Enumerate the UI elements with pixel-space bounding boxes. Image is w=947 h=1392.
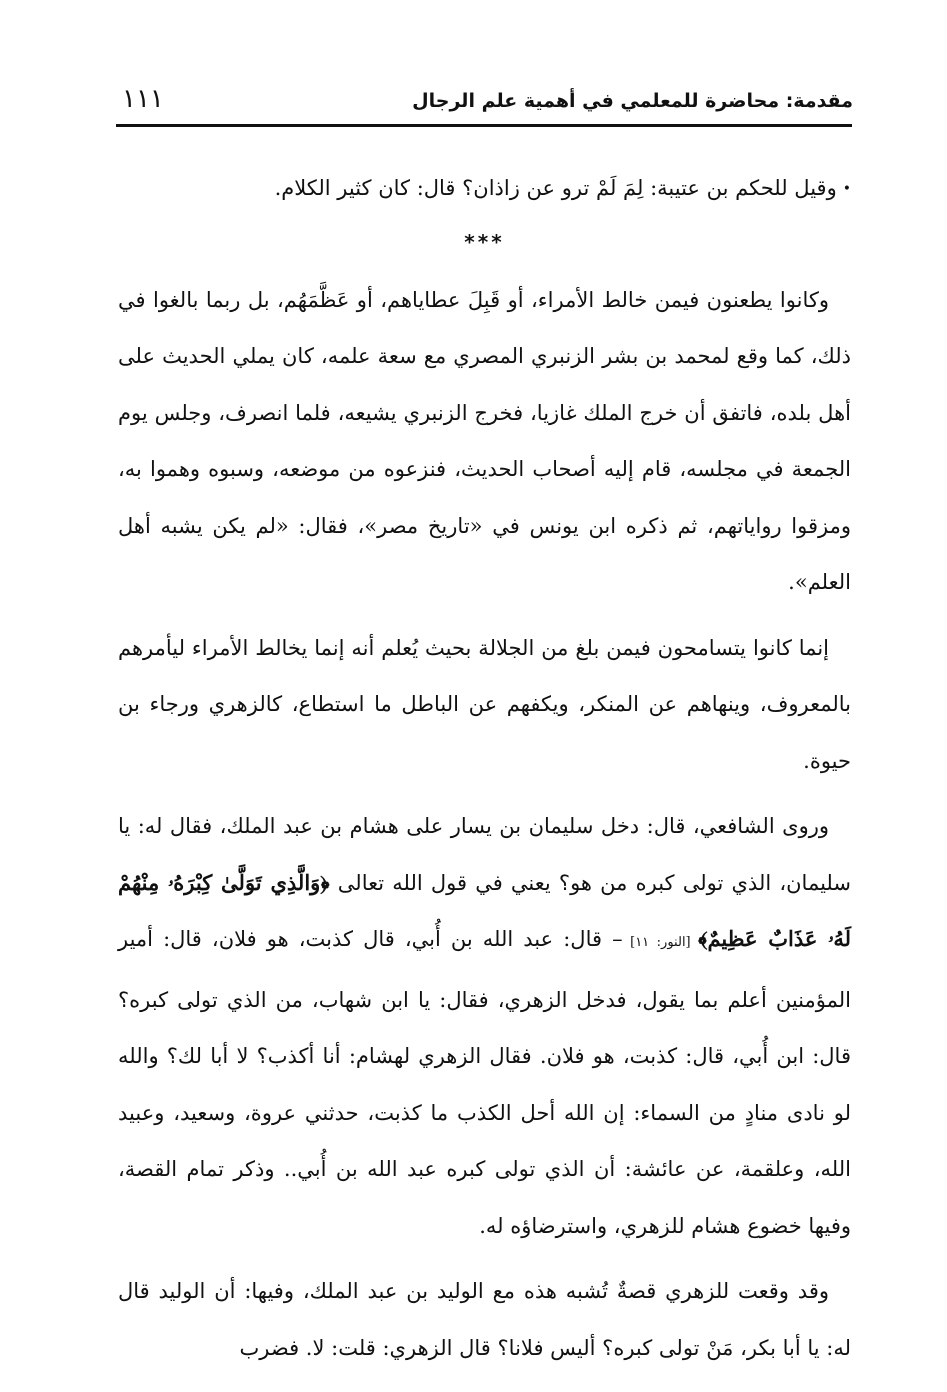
running-title: مقدمة: محاضرة للمعلمي في أهمية علم الرجال: [412, 90, 853, 112]
section-separator: ***: [464, 229, 505, 254]
bullet-paragraph: [118, 160, 851, 218]
paragraph-3-part-1: وروى الشافعي، قال: دخل سليمان بن يسار على هشام بن عبد الملك، فقال له: يا سليمان، الذي تولى كبره من هو؟ يعني في قول الله تعالى: [118, 814, 851, 895]
header-rule: [116, 124, 852, 127]
paragraph-2: إنما كانوا يتسامحون فيمن بلغ من الجلالة بحيث يُعلم أنه إنما يخالط الأمراء ليأمرهم بالمعروف، وينهاهم عن المنكر، ويكفهم عن الباطل ما استطاع، كالزهري ورجاء بن حيوة.: [118, 635, 851, 773]
paragraph-1: وكانوا يطعنون فيمن خالط الأمراء، أو قَبِلَ عطاياهم، أو عَظَّمَهُم، بل ربما بالغوا في ذلك، كما وقع لمحمد بن بشر الزنبري المصري مع سعة علمه، كان يملي الحديث على أهل بلده، فاتفق أن خرج الملك غازيا، فخرج الزنبري يشيعه، فلما انصرف، وجلس يوم الجمعة في مجلسه، قام إليه أصحاب الحديث، فنزعوه من موضعه، وسبوه وهموا به، ومزقوا رواياتهم، ثم ذكره ابن يونس في «تاريخ مصر»، فقال: «لم يكن يشبه أهل العلم».: [118, 287, 851, 595]
paragraph-4: وقد وقعت للزهري قصةٌ تُشبه هذه مع الوليد بن عبد الملك، وفيها: أن الوليد قال له: يا أبا بكر، مَنْ تولى كبره؟ أليس فلانا؟ قال الزهري: قلت: لا. فضرب: [118, 1279, 851, 1360]
bullet-icon: •: [842, 181, 851, 198]
verse-reference: [النور: ١١]: [622, 935, 699, 951]
paragraph-3: [118, 798, 851, 1254]
quran-verse: ﴿وَالَّذِي تَوَلَّىٰ كِبْرَهُۥ مِنْهُمْ لَهُۥ عَذَابٌ عَظِيمٌ﴾: [118, 869, 852, 952]
page-number: ١١١: [122, 84, 164, 114]
bullet-paragraph-text: وقيل للحكم بن عتيبة: لِمَ لَمْ ترو عن زاذان؟ قال: كان كثير الكلام.: [274, 176, 837, 200]
running-header: [118, 86, 853, 120]
paragraph-3-part-2: – قال: عبد الله بن أُبي، قال كذبت، هو فلان، قال: أمير المؤمنين أعلم بما يقول، فدخل الزهري، فقال: يا ابن شهاب، من الذي تولى كبره؟ قال: ابن أُبي، قال: كذبت، هو فلان. فقال الزهري لهشام: أنا أكذب؟ لا أبا لك؟ والله لو نادى منادٍ من السماء: إن الله أحل الكذب ما كذبت، حدثني عروة، وسعيد، وعبيد الله، وعلقمة، عن عائشة: أن الذي تولى كبره عبد الله بن أُبي.. وذكر تمام القصة، وفيها خضوع هشام للزهري، واسترضاؤه له.: [118, 927, 851, 1238]
body-text: [118, 160, 851, 1376]
